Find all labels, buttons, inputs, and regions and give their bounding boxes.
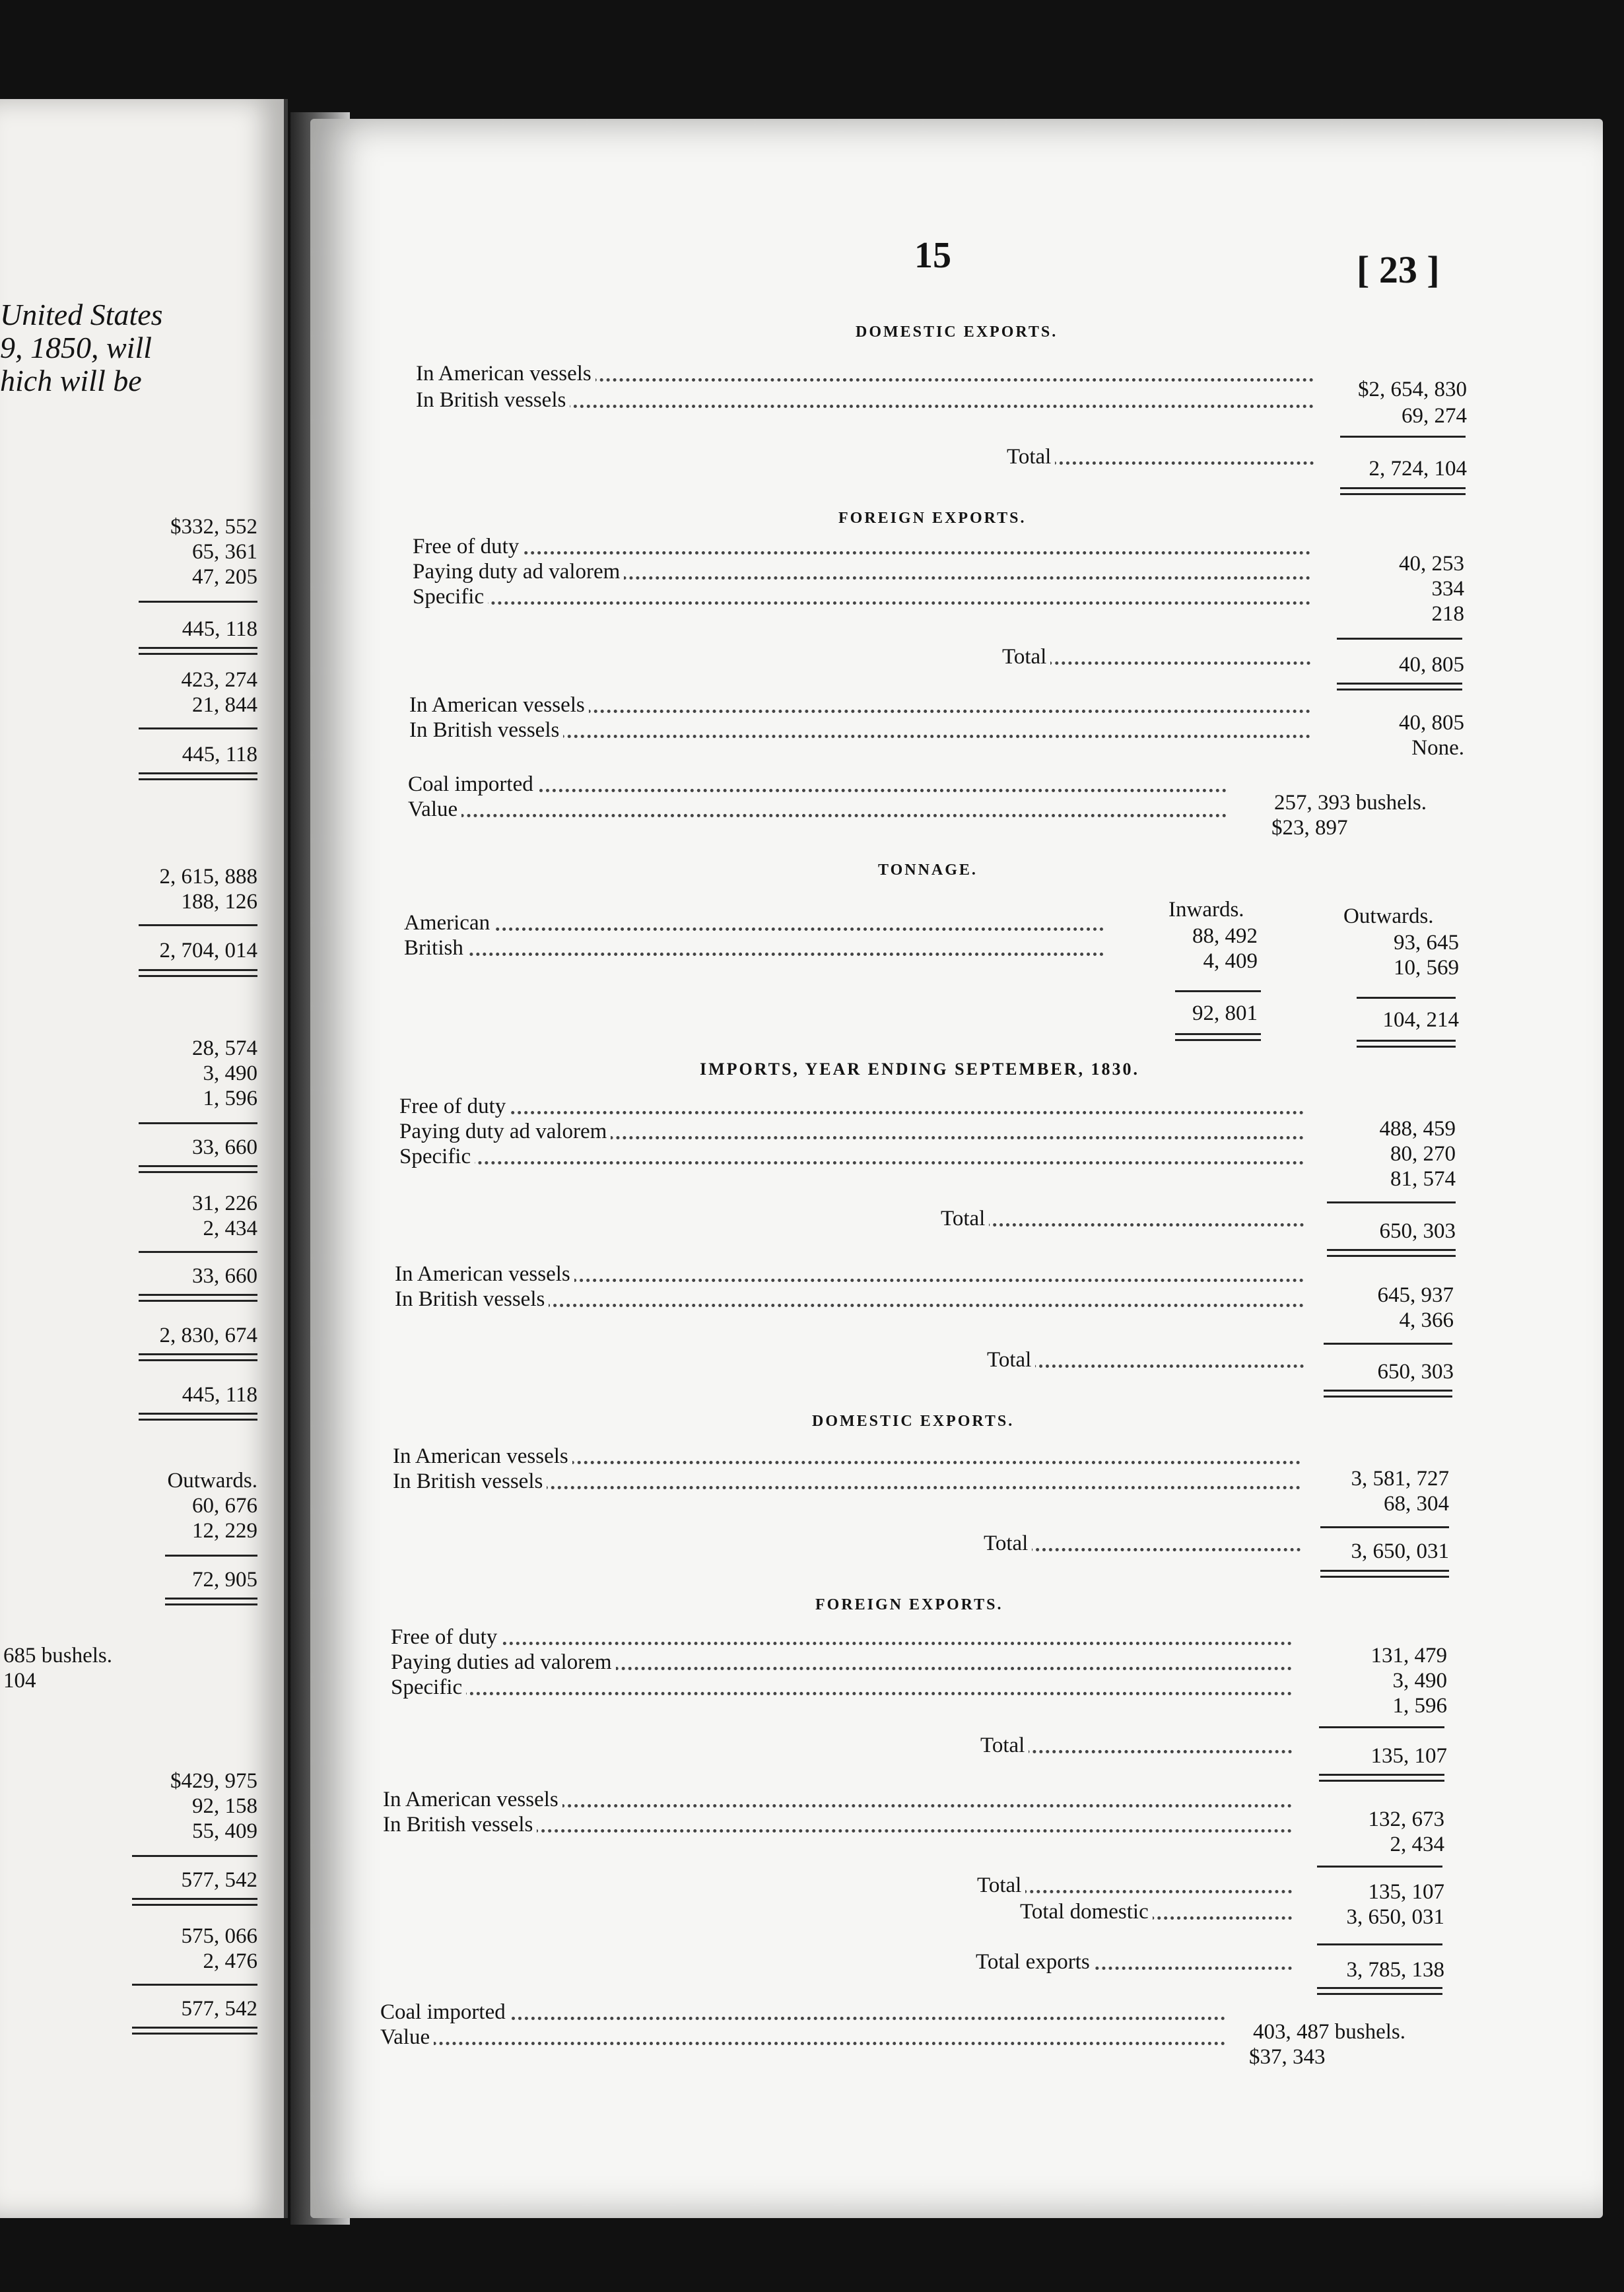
row-label: Value <box>380 2024 434 2050</box>
grand-total-value: 3, 785, 138 <box>1346 1958 1444 1982</box>
left-double-rule <box>139 1294 257 1302</box>
left-total: 445, 118 <box>182 617 257 641</box>
row-value: 80, 270 <box>1390 1142 1456 1166</box>
total-row <box>941 1205 1304 1232</box>
sum-rule <box>1319 1726 1444 1728</box>
total-label: Total <box>1002 644 1050 670</box>
total-row <box>980 1732 1292 1759</box>
table-row <box>399 1093 1304 1120</box>
row-label: Paying duty ad valorem <box>399 1118 611 1145</box>
row-value: $37, 343 <box>1249 2045 1326 2069</box>
left-value: 2, 476 <box>203 1949 257 1973</box>
row-label: Free of duty <box>413 533 523 560</box>
table-row <box>380 1999 1225 2025</box>
row-label: In American vessels <box>393 1443 572 1469</box>
left-total: 577, 542 <box>181 1997 257 2021</box>
page-number: 15 <box>914 235 951 276</box>
table-row <box>399 1118 1304 1145</box>
row-label: Coal imported <box>380 1999 510 2025</box>
left-value: 445, 118 <box>182 1383 257 1407</box>
grand-total-label: Total exports <box>976 1949 1094 1975</box>
total-label: Total domestic <box>1020 1899 1153 1925</box>
row-label: Value <box>408 796 461 823</box>
left-total: 577, 542 <box>181 1868 257 1892</box>
double-rule <box>1317 1987 1442 1995</box>
total-label: Total <box>980 1732 1029 1759</box>
row-value: 4, 366 <box>1399 1308 1454 1332</box>
total-row <box>1002 644 1310 670</box>
left-value: 188, 126 <box>181 890 257 914</box>
section-heading: FOREIGN EXPORTS. <box>815 1596 1003 1613</box>
section-heading: TONNAGE. <box>878 861 978 879</box>
double-rule <box>1320 1570 1449 1578</box>
row-label: Free of duty <box>399 1093 510 1120</box>
total-label: Total <box>987 1347 1035 1373</box>
double-rule <box>1357 1040 1456 1048</box>
left-double-rule <box>139 647 257 655</box>
row-value: 3, 490 <box>1392 1669 1447 1693</box>
left-rule <box>139 727 257 729</box>
leader-dots <box>413 601 1310 605</box>
column-header-outwards: Outwards. <box>1343 904 1434 928</box>
leader-dots <box>404 953 1104 956</box>
left-value: 28, 574 <box>192 1036 257 1060</box>
row-value: 218 <box>1431 602 1464 626</box>
total-value: 3, 650, 031 <box>1351 1539 1449 1563</box>
table-row <box>413 558 1310 585</box>
left-value: 12, 229 <box>192 1519 257 1543</box>
table-row <box>395 1286 1304 1312</box>
total-label: Total <box>941 1205 989 1232</box>
section-heading: IMPORTS, YEAR ENDING SEPTEMBER, 1830. <box>700 1060 1140 1079</box>
left-total: 445, 118 <box>182 743 257 766</box>
left-double-rule <box>165 1598 257 1605</box>
total-value: 40, 805 <box>1399 653 1464 677</box>
table-row <box>404 935 1104 961</box>
sum-rule <box>1320 1526 1449 1528</box>
total-label: Total <box>977 1872 1025 1899</box>
outwards-total: 104, 214 <box>1382 1008 1459 1032</box>
table-row <box>408 771 1227 797</box>
row-label: In British vessels <box>383 1811 537 1838</box>
left-double-rule <box>132 2027 257 2035</box>
row-value: $2, 654, 830 <box>1358 378 1467 401</box>
left-double-rule <box>139 772 257 780</box>
row-value: 334 <box>1431 577 1464 601</box>
row-label: In American vessels <box>383 1786 562 1813</box>
sum-rule <box>1175 990 1261 992</box>
table-row <box>416 387 1314 413</box>
total-label: Total <box>1007 444 1055 470</box>
total-value: 135, 107 <box>1370 1744 1447 1768</box>
row-value: 488, 459 <box>1379 1117 1456 1141</box>
left-value: 2, 830, 674 <box>159 1324 257 1347</box>
left-rule <box>132 1984 257 1986</box>
total-value: 3, 650, 031 <box>1346 1905 1444 1929</box>
row-label: Free of duty <box>391 1624 501 1650</box>
table-row <box>383 1786 1292 1813</box>
total-row <box>1020 1899 1292 1925</box>
column-header-inwards: Inwards. <box>1168 898 1244 922</box>
table-row <box>399 1143 1304 1170</box>
left-page-fragment <box>0 99 288 2218</box>
double-rule <box>1319 1774 1444 1782</box>
double-rule <box>1337 683 1462 691</box>
table-row <box>413 584 1310 610</box>
row-value: 3, 581, 727 <box>1351 1467 1449 1491</box>
left-value: 31, 226 <box>192 1192 257 1215</box>
double-rule <box>1324 1390 1452 1398</box>
row-label: In British vessels <box>416 387 570 413</box>
total-value: 650, 303 <box>1377 1360 1454 1384</box>
left-value: 2, 434 <box>203 1217 257 1240</box>
row-label: Paying duties ad valorem <box>391 1649 616 1675</box>
left-value: 2, 615, 888 <box>159 865 257 889</box>
left-heading-line-1: United States <box>0 298 163 331</box>
table-row <box>383 1811 1292 1838</box>
left-value: 104 <box>3 1669 36 1693</box>
leader-dots <box>413 551 1310 555</box>
row-label: British <box>404 935 467 961</box>
row-value: 132, 673 <box>1368 1807 1444 1831</box>
left-value: 575, 066 <box>181 1924 257 1948</box>
left-double-rule <box>139 1165 257 1173</box>
leader-dots <box>391 1642 1292 1645</box>
inwards-total: 92, 801 <box>1192 1001 1258 1025</box>
table-row <box>416 360 1314 387</box>
double-rule <box>1340 487 1466 495</box>
row-value: None. <box>1411 736 1464 760</box>
sum-rule <box>1340 436 1466 438</box>
left-value: 65, 361 <box>192 540 257 564</box>
table-row <box>393 1443 1301 1469</box>
grand-total-row <box>976 1949 1292 1975</box>
row-value: 403, 487 bushels. <box>1253 2020 1405 2044</box>
row-label: Specific <box>391 1674 466 1701</box>
row-value: 40, 253 <box>1399 552 1464 576</box>
row-label: In American vessels <box>416 360 595 387</box>
left-double-rule <box>139 1413 257 1421</box>
total-value: 650, 303 <box>1379 1219 1456 1243</box>
left-rule <box>139 601 257 603</box>
table-row <box>409 692 1310 718</box>
table-row <box>393 1468 1301 1495</box>
leader-dots <box>399 1111 1304 1114</box>
total-row <box>987 1347 1304 1373</box>
left-value: 55, 409 <box>192 1819 257 1843</box>
table-row <box>391 1649 1292 1675</box>
row-value: $23, 897 <box>1271 816 1348 840</box>
left-value: 423, 274 <box>181 668 257 692</box>
left-rule <box>139 1122 257 1124</box>
row-value: 40, 805 <box>1399 711 1464 735</box>
sum-rule <box>1317 1866 1442 1868</box>
left-value: 685 bushels. <box>3 1644 112 1668</box>
left-total: 2, 704, 014 <box>159 939 257 962</box>
left-rule <box>165 1555 257 1557</box>
row-value: 131, 479 <box>1370 1644 1447 1668</box>
sum-rule <box>1327 1201 1456 1203</box>
left-value: 1, 596 <box>203 1087 257 1110</box>
table-row <box>395 1261 1304 1287</box>
total-value: 135, 107 <box>1368 1880 1444 1904</box>
double-rule <box>1175 1033 1261 1041</box>
row-value: 68, 304 <box>1384 1492 1449 1516</box>
table-row <box>409 717 1310 743</box>
left-value: 47, 205 <box>192 565 257 589</box>
left-double-rule <box>139 1353 257 1361</box>
left-value: 3, 490 <box>203 1062 257 1085</box>
left-value: Outwards. <box>167 1469 257 1493</box>
left-rule <box>139 1251 257 1253</box>
double-rule <box>1327 1249 1456 1257</box>
total-row <box>1007 444 1314 470</box>
row-label: In American vessels <box>409 692 589 718</box>
inwards-value: 4, 409 <box>1203 949 1258 973</box>
left-heading-line-2: 9, 1850, will <box>0 331 152 364</box>
table-row <box>380 2024 1225 2050</box>
row-label: Coal imported <box>408 771 537 797</box>
row-label: In American vessels <box>395 1261 574 1287</box>
leader-dots <box>404 927 1104 931</box>
table-row <box>404 910 1104 936</box>
total-row <box>977 1872 1292 1899</box>
left-rule <box>132 1855 257 1857</box>
total-label: Total <box>984 1530 1032 1557</box>
table-row <box>391 1624 1292 1650</box>
total-value: 2, 724, 104 <box>1369 457 1467 481</box>
outwards-value: 93, 645 <box>1394 931 1459 955</box>
left-total: 33, 660 <box>192 1135 257 1159</box>
table-row <box>408 796 1227 823</box>
left-rule <box>139 924 257 926</box>
sum-rule <box>1324 1343 1452 1345</box>
section-heading: DOMESTIC EXPORTS. <box>812 1413 1015 1430</box>
left-double-rule <box>132 1898 257 1906</box>
sum-rule <box>1337 638 1462 640</box>
left-value: $429, 975 <box>170 1769 257 1793</box>
leader-dots <box>391 1692 1292 1695</box>
section-heading: DOMESTIC EXPORTS. <box>856 323 1058 341</box>
leader-dots <box>380 2042 1225 2045</box>
row-label: In British vessels <box>393 1468 547 1495</box>
outwards-value: 10, 569 <box>1394 956 1459 980</box>
table-row <box>391 1674 1292 1701</box>
row-label: In British vessels <box>409 717 563 743</box>
row-value: 645, 937 <box>1377 1283 1454 1307</box>
row-label: Specific <box>413 584 488 610</box>
left-total: 33, 660 <box>192 1264 257 1288</box>
row-label: American <box>404 910 494 936</box>
document-number: [ 23 ] <box>1357 248 1440 291</box>
row-label: Specific <box>399 1143 475 1170</box>
left-double-rule <box>139 969 257 977</box>
row-value: 81, 574 <box>1390 1167 1456 1191</box>
row-label: In British vessels <box>395 1286 549 1312</box>
leader-dots <box>408 814 1227 817</box>
row-label: Paying duty ad valorem <box>413 558 624 585</box>
inwards-value: 88, 492 <box>1192 924 1258 948</box>
left-total: 72, 905 <box>192 1568 257 1592</box>
left-value: 21, 844 <box>192 693 257 717</box>
row-value: 1, 596 <box>1392 1694 1447 1718</box>
sum-rule <box>1357 997 1456 999</box>
sum-rule <box>1317 1943 1442 1945</box>
total-row <box>984 1530 1301 1557</box>
table-row <box>413 533 1310 560</box>
left-value: $332, 552 <box>170 515 257 539</box>
leader-dots <box>941 1223 1304 1227</box>
leader-dots <box>399 1161 1304 1164</box>
left-value: 92, 158 <box>192 1794 257 1818</box>
row-value: 2, 434 <box>1390 1833 1444 1856</box>
left-value: 60, 676 <box>192 1494 257 1518</box>
row-value: 69, 274 <box>1402 404 1467 428</box>
row-value: 257, 393 bushels. <box>1274 791 1427 815</box>
section-heading: FOREIGN EXPORTS. <box>838 510 1027 527</box>
left-heading-line-3: hich will be <box>0 364 142 397</box>
